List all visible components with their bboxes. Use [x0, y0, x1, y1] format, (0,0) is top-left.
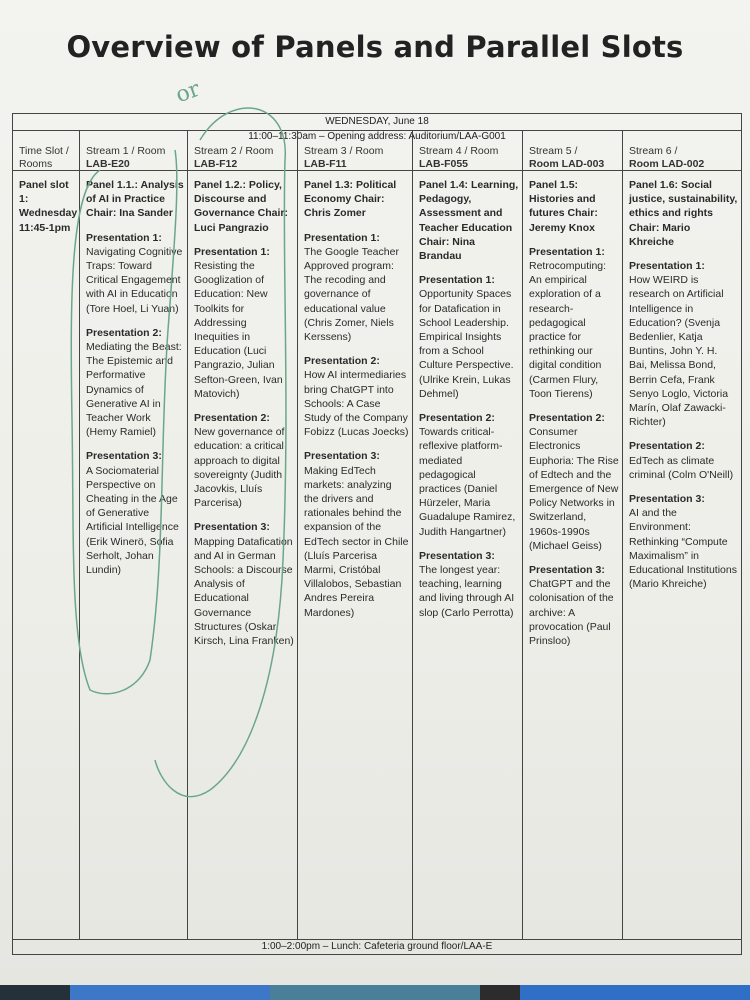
stream-header: Stream 1 / Room LAB-E20 — [80, 143, 187, 171]
presentation-label: Presentation 2: — [419, 412, 495, 425]
handwritten-note: or — [172, 76, 204, 109]
panel-title: Panel 1.4: Learning, Pedagogy, Assessment and Teacher Education Chair: Nina Brandau — [419, 179, 519, 263]
presentation-text: The Google Teacher Approved program: The recoding and governance of educational value (Chris Zomer, Niels Kerssens) — [304, 245, 399, 344]
stream-column-6 — [622, 130, 741, 940]
stream-column-3 — [297, 130, 412, 940]
presentation-text: Mediating the Beast: The Epistemic and Performative Dynamics of Generative AI in Teacher Work (Hemy Ramiel) — [86, 341, 182, 439]
presentation-label: Presentation 1: — [194, 245, 270, 258]
presentation-text: A Sociomaterial Perspective on Cheating in the Age of Generative Artificial Intelligence (Erik Winerö, Sofia Serholt, Johan Lundin) — [86, 464, 179, 577]
timeslot-header: Time Slot / Rooms — [13, 143, 79, 171]
stream-column-5 — [522, 130, 622, 940]
stream-cell — [623, 172, 741, 591]
presentation-label: Presentation 3: — [419, 549, 495, 562]
panel-title: Panel 1.5: Histories and futures Chair: Jeremy Knox — [529, 179, 598, 234]
stream-header: Stream 4 / Room LAB-F055 — [413, 143, 522, 171]
stream-header: Stream 6 / Room LAD-002 — [623, 143, 741, 171]
presentation-label: Presentation 2: — [304, 355, 380, 368]
presentation-text: Opportunity Spaces for Datafication in School Leadership. Empirical Insights from a School Culture Perspective. (Ulrike Krein, Lukas Dehmel) — [419, 288, 514, 400]
presentation-text: New governance of education: a critical approach to digital sovereignty (Judith Jacovkis, Lluís Parcerisa) — [194, 426, 285, 510]
presentation-label: Presentation 1: — [304, 231, 380, 244]
presentation-text: How WEIRD is research on Artificial Intelligence in Education? (Svenja Bedenlier, Katja Buntins, John Y. H. Bai, Melissa Bond, Berrin Cefa, Frank Senyo Loglo, Victoria Marín, Olaf Zawacki-Richter) — [629, 274, 729, 429]
presentation-text: AI and the Environment: Rethinking “Compute Maximalism” in Educational Institutions (Mario Khreiche) — [629, 507, 737, 591]
stream-header: Stream 3 / Room LAB-F11 — [298, 143, 412, 171]
presentation-label: Presentation 1: — [629, 260, 705, 273]
presentation-label: Presentation 3: — [194, 521, 270, 534]
stream-cell — [80, 172, 187, 577]
presentation-label: Presentation 2: — [86, 326, 162, 339]
presentation-text: Consumer Electronics Euphoria: The Rise of Edtech and the Emergence of New Policy Networks in Switzerland, 1960s-1990s (Michael Geiss) — [529, 426, 619, 552]
panel-title: Panel 1.3: Political Economy Chair: Chris Zomer — [304, 179, 397, 220]
stream-header: Stream 2 / Room LAB-F12 — [188, 143, 297, 171]
opening-address-row: 11:00–11:30am – Opening address: Auditorium/LAA-G001 — [248, 131, 506, 142]
presentation-text: Resisting the Googlization of Education: New Toolkits for Addressing Inequities in Education (Luci Pangrazio, Julian Sefton-Green, Ivan Matovich) — [194, 260, 283, 400]
timeslot-column — [13, 130, 79, 940]
presentation-text: Retrocomputing: An empirical exploration of a research-pedagogical practice for rethinking our digital condition (Carmen Flury, Toon Tierens) — [529, 260, 607, 400]
presentation-text: Towards critical-reflexive platform-mediated pedagogical practices (Daniel Hürzeler, Maria Guadalupe Ramirez, Judith Hangartner) — [419, 426, 516, 538]
presentation-label: Presentation 2: — [529, 412, 605, 425]
stream-cell — [523, 172, 622, 648]
presentation-label: Presentation 3: — [629, 493, 705, 506]
stream-cell — [188, 172, 297, 648]
presentation-label: Presentation 3: — [529, 564, 605, 577]
presentation-label: Presentation 3: — [304, 450, 380, 463]
presentation-text: Navigating Cognitive Traps: Toward Critical Engagement with AI in Education (Tore Hoel, Li Yuan) — [86, 245, 183, 315]
presentation-label: Presentation 2: — [194, 412, 270, 425]
presentation-text: How AI intermediaries bring ChatGPT into Schools: A Case Study of the Company Fobizz (Lucas Joecks) — [304, 369, 409, 439]
presentation-text: EdTech as climate criminal (Colm O'Neill) — [629, 454, 734, 481]
schedule-table — [12, 113, 742, 955]
presentation-label: Presentation 1: — [419, 274, 495, 287]
presentation-label: Presentation 3: — [86, 450, 162, 463]
stream-header: Stream 5 / Room LAD-003 — [523, 143, 622, 171]
presentation-label: Presentation 2: — [629, 440, 705, 453]
panel-title: Panel 1.1.: Analysis of AI in Practice Chair: Ina Sander — [86, 179, 184, 220]
stream-column-1 — [79, 130, 187, 940]
day-header: WEDNESDAY, June 18 — [13, 114, 741, 131]
panel-title: Panel 1.6: Social justice, sustainability, ethics and rights Chair: Mario Khreiche — [629, 179, 738, 248]
lunch-row: 1:00–2:00pm – Lunch: Cafeteria ground floor/LAA-E — [13, 939, 741, 954]
panel-title: Panel 1.2.: Policy, Discourse and Governance Chair: Luci Pangrazio — [194, 179, 288, 234]
presentation-text: ChatGPT and the colonisation of the archive: A provocation (Paul Prinsloo) — [529, 578, 614, 648]
stream-column-2 — [187, 130, 297, 940]
stream-column-4 — [412, 130, 522, 940]
page-title: Overview of Panels and Parallel Slots — [66, 30, 684, 64]
presentation-text: Making EdTech markets: analyzing the drivers and rationales behind the expansion of the EdTech sector in Chile (Lluís Parcerisa Marmi, Cristóbal Villalobos, Sebastian Andres Pereira Mardones) — [304, 464, 409, 619]
timeslot-cell: Panel slot 1: Wednesday 11:45-1pm — [19, 179, 78, 234]
bottom-color-strip — [0, 985, 750, 1000]
stream-cell — [413, 172, 522, 620]
stream-cell — [298, 172, 412, 620]
presentation-label: Presentation 1: — [529, 245, 605, 258]
presentation-text: Mapping Datafication and AI in German Schools: a Discourse Analysis of Educational Governance Structures (Oskar Kirsch, Lina Franken) — [194, 535, 294, 648]
presentation-text: The longest year: teaching, learning and living through AI slop (Carlo Perrotta) — [419, 564, 515, 619]
presentation-label: Presentation 1: — [86, 231, 162, 244]
